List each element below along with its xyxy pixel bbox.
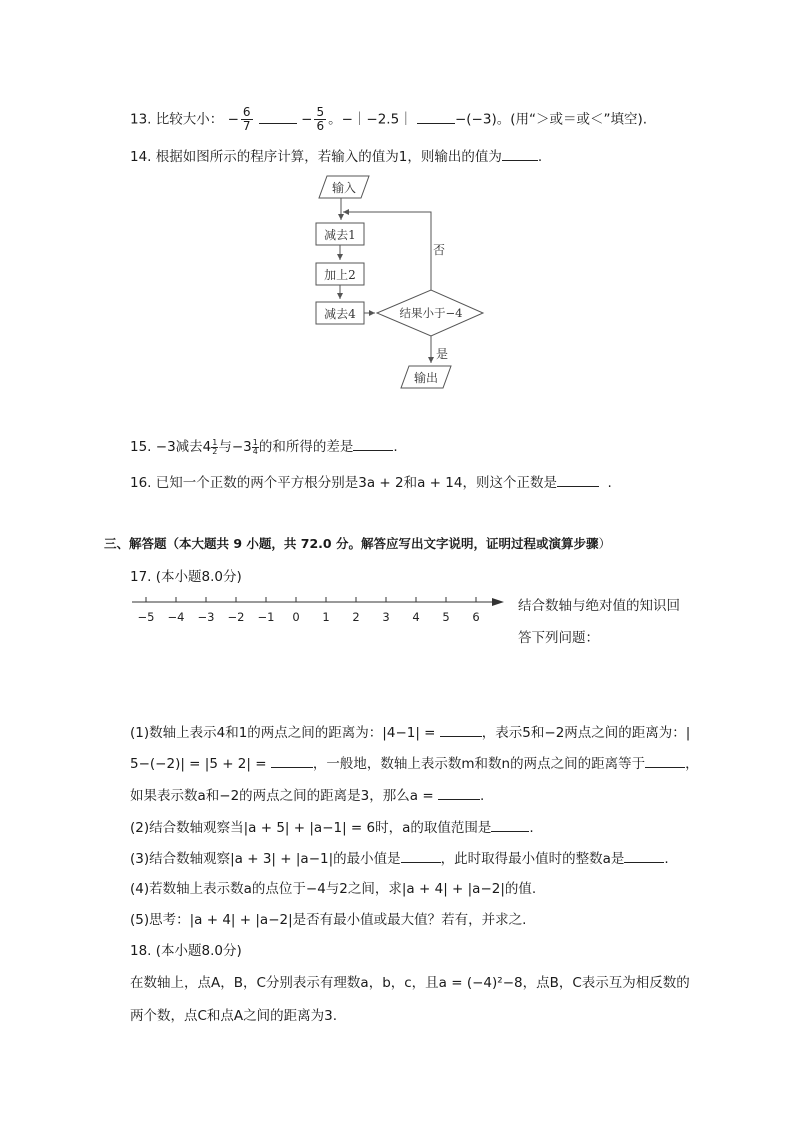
q13-minus-1: − [227,111,239,128]
answer-blank[interactable] [438,785,480,800]
step2-label: 加上2 [324,268,356,282]
answer-blank[interactable] [271,753,313,768]
q17-p2-end: . [529,820,534,836]
q17-part1-line1 [130,722,690,743]
step1-label: 减去1 [324,228,356,242]
q18-line1: 在数轴上，点A，B，C分别表示有理数a，b，c，且a = (−4)²−8，点B，C表示互为相反数的 [130,975,690,991]
section-heading [104,534,611,554]
q17-part1-line3 [130,785,484,806]
step3-box [316,302,364,324]
fraction-numerator: 1 [252,437,258,447]
q17-part2 [130,817,534,838]
question-15 [130,436,398,457]
q17-header: 17. (本小题8.0分) [130,569,242,585]
answer-blank[interactable] [557,472,599,487]
input-parallelogram [319,176,369,198]
fraction-numerator: 1 [212,437,218,447]
answer-blank[interactable] [491,817,529,832]
question-13 [130,106,647,133]
number-line-tick-label: −5 [137,610,155,624]
answer-blank[interactable] [417,109,455,124]
q17-part5: (5)思考：|a + 4| + |a−2|是否有最小值或最大值？若有，并求之. [130,912,527,928]
output-parallelogram [401,366,451,388]
q17-p1-text-e: ， [685,756,699,772]
condition-label: 结果小于−4 [399,306,463,320]
q17-p1-text-f: 如果表示数a和−2的两点之间的距离是3，那么a = [130,788,434,804]
q13-number: 13. [130,111,152,128]
answer-blank[interactable] [440,722,482,737]
q18-header: 18. (本小题8.0分) [130,943,242,959]
q13-suffix: 。(用“＞或＝或＜”填空). [496,111,648,128]
section-title-tail: ） [598,536,611,551]
q15-part-a: −3减去4 [155,439,212,455]
number-line-tick-label: 5 [442,610,450,624]
fraction-denominator: 2 [212,446,218,456]
q17-p1-text-c: 5−(−2)| = |5 + 2| = [130,756,267,772]
fraction-denominator: 6 [316,119,325,133]
fraction-1-4 [252,439,259,456]
q13-prefix: 比较大小： [155,111,224,128]
answer-blank[interactable] [353,436,393,451]
q17-part3 [130,848,669,869]
q17-side-text-2: 答下列问题： [518,630,599,646]
input-label: 输入 [331,181,357,195]
number-line-tick-label: −3 [197,610,215,624]
number-line-tick-label: 1 [322,610,330,624]
q15-part-b: 与−3 [218,439,252,455]
q17-side-text-1: 结合数轴与绝对值的知识回 [518,598,680,614]
fraction-denominator: 7 [242,119,251,133]
number-line-arrowhead [492,598,504,606]
q18-line2: 两个数，点C和点A之间的距离为3. [130,1008,338,1024]
q14-end: . [537,149,543,165]
answer-blank[interactable] [502,146,538,161]
number-line [128,592,508,626]
q15-number: 15. [130,439,152,455]
step1-box [316,223,364,245]
fraction-numerator: 5 [316,105,325,119]
fraction-6-7 [241,106,253,133]
q16-text: 16. 已知一个正数的两个平方根分别是3a + 2和a + 14，则这个正数是 [130,475,557,491]
q17-p1-text-b: ，表示5和−2两点之间的距离为：| [481,725,691,741]
number-line-tick-label: −2 [227,610,245,624]
q14-text: 14. 根据如图所示的程序计算，若输入的值为1，则输出的值为 [130,149,502,165]
answer-blank[interactable] [401,848,441,863]
q16-end: . [607,475,612,491]
answer-blank[interactable] [624,848,664,863]
q13-minus-2: − [301,111,313,128]
q17-p2-text: (2)结合数轴观察当|a + 5| + |a−1| = 6时，a的取值范围是 [130,820,492,836]
fraction-5-6 [314,106,326,133]
q13-right-expr: −(−3) [454,111,497,128]
q17-p3-text-b: ，此时取得最小值时的整数a是 [440,851,625,867]
fraction-numerator: 6 [242,105,251,119]
fraction-denominator: 4 [252,446,258,456]
q17-p1-text-g: . [479,788,485,804]
answer-blank[interactable] [645,753,685,768]
section-title: 三、解答题（本大题共 9 小题，共 72.0 分。解答应写出文字说明，证明过程或演算步骤 [104,536,599,551]
step2-box [316,263,364,285]
q17-part1-line2 [130,753,699,774]
program-flowchart [305,174,505,394]
q15-part-c: 的和所得的差是 [258,439,354,455]
number-line-tick-label: 3 [382,610,390,624]
output-label: 输出 [413,371,439,385]
number-line-tick-label: −4 [167,610,185,624]
number-line-tick-label: 0 [292,610,300,624]
q17-p3-end: . [664,851,669,867]
step3-label: 减去4 [324,307,356,321]
number-line-tick-label: −1 [257,610,275,624]
q17-part4: (4)若数轴上表示数a的点位于−4与2之间，求|a + 4| + |a−2|的值. [130,881,537,897]
question-16 [130,472,612,493]
q15-end: . [393,439,398,455]
number-line-tick-label: 4 [412,610,420,624]
number-line-tick-label: 6 [472,610,480,624]
condition-diamond [377,290,483,336]
no-label: 否 [433,243,446,257]
yes-label: 是 [436,347,449,361]
q17-p3-text-a: (3)结合数轴观察|a + 3| + |a−1|的最小值是 [130,851,401,867]
answer-blank[interactable] [259,109,297,124]
q13-middle: 。−｜−2.5｜ [328,111,413,128]
q17-p1-text-a: (1)数轴上表示4和1的两点之间的距离为：|4−1| = [130,725,436,741]
q17-p1-text-d: ，一般地，数轴上表示数m和数n的两点之间的距离等于 [312,756,646,772]
number-line-tick-label: 2 [352,610,360,624]
question-14 [130,146,542,167]
